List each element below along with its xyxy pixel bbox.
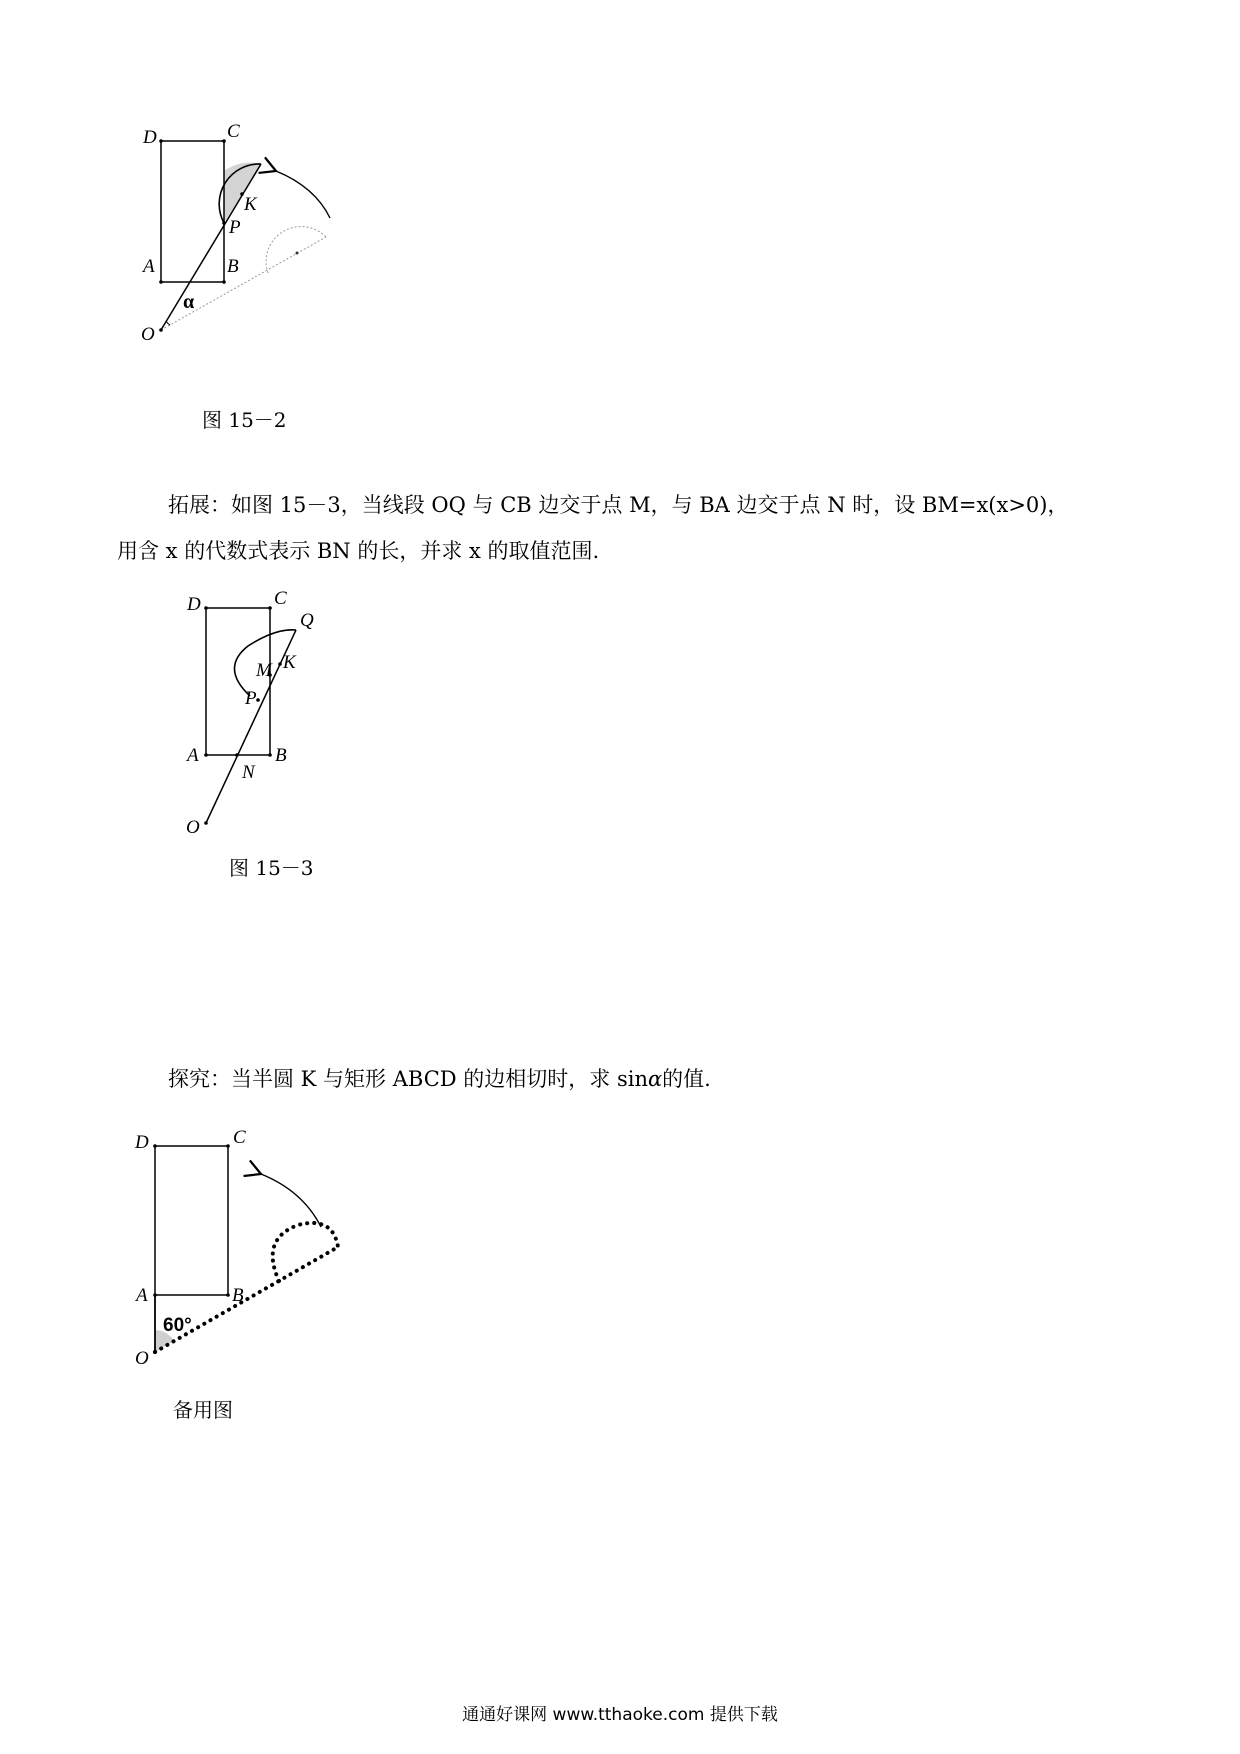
dot — [296, 252, 299, 255]
label-p: P — [245, 688, 257, 709]
footer-text: 通通好课网 www.tthaoke.com 提供下载 — [462, 1705, 778, 1725]
explore-alpha: α — [647, 1067, 663, 1091]
figure-15-2-caption: 图 15－2 — [202, 408, 287, 432]
figure-15-3-caption: 图 15－3 — [229, 856, 314, 880]
figure-15-3 — [180, 590, 330, 840]
extension-line-2: 用含 x 的代数式表示 BN 的长，并求 x 的取值范围. — [117, 539, 600, 563]
label-a: A — [136, 1285, 148, 1306]
label-n: N — [242, 762, 255, 783]
dotted-semicircle — [266, 227, 326, 273]
label-o: O — [135, 1348, 149, 1369]
segment-oq — [161, 164, 261, 330]
rectangle-abcd — [155, 1146, 228, 1295]
rotation-arrow — [276, 171, 330, 218]
explore-suffix: 的值. — [662, 1067, 711, 1091]
label-a: A — [187, 745, 199, 766]
spare-figure — [128, 1124, 358, 1384]
angle-arc — [166, 321, 170, 325]
spare-figure-caption: 备用图 — [173, 1398, 233, 1422]
label-b: B — [227, 256, 239, 277]
rectangle-abcd — [161, 141, 224, 282]
extension-line-1: 拓展：如图 15－3，当线段 OQ 与 CB 边交于点 M，与 BA 边交于点 N 时，设 BM=x(x>0)， — [168, 493, 1069, 517]
label-d: D — [187, 594, 201, 615]
label-b: B — [275, 745, 287, 766]
rotation-arrow — [261, 1174, 321, 1227]
dotted-ray — [155, 1247, 338, 1352]
label-o: O — [186, 817, 200, 838]
label-m: M — [256, 660, 272, 681]
label-c: C — [274, 588, 287, 609]
label-60-degree: 60° — [163, 1315, 192, 1336]
figure-15-2 — [140, 121, 380, 395]
dotted-ray — [161, 237, 326, 330]
label-alpha: α — [183, 291, 195, 313]
label-o: O — [141, 324, 155, 345]
explore-line — [168, 1058, 711, 1100]
label-c: C — [227, 121, 240, 142]
label-b: B — [232, 1285, 244, 1306]
label-k: K — [244, 194, 257, 215]
label-p: P — [229, 217, 241, 238]
label-q: Q — [300, 610, 314, 631]
label-k: K — [283, 652, 296, 673]
explore-prefix: 探究：当半圆 K 与矩形 ABCD 的边相切时，求 sin — [168, 1067, 648, 1091]
label-d: D — [143, 127, 157, 148]
label-a: A — [143, 256, 155, 277]
label-c: C — [233, 1127, 246, 1148]
label-d: D — [135, 1132, 149, 1153]
